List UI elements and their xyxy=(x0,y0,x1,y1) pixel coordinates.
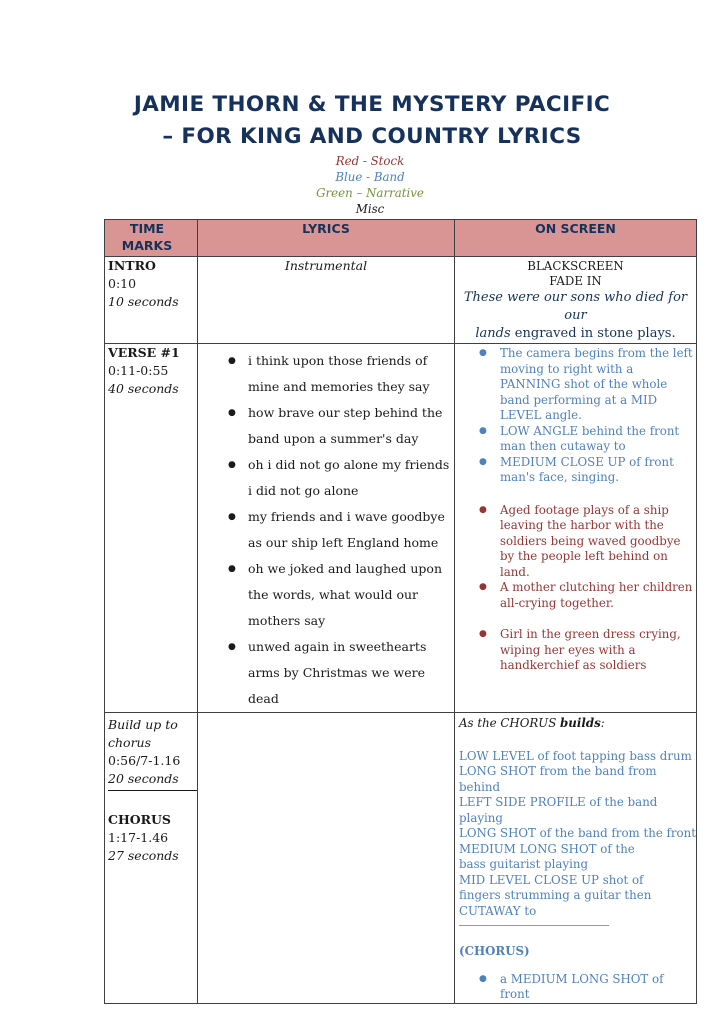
lyric-line: ● oh we joked and laughed upon the words, what would our mothers say xyxy=(228,556,454,634)
intro-screen-cell xyxy=(455,257,697,344)
legend-narrative: Green – Narrative xyxy=(316,186,424,200)
shot-line: MID LEVEL CLOSE UP shot of fingers strumming a guitar then CUTAWAY to xyxy=(459,872,652,918)
lyric-line: ● oh i did not go alone my friends i did not go alone xyxy=(228,452,454,504)
lyric-line: ● unwed again in sweethearts arms by Christmas we were dead xyxy=(228,634,454,712)
buildup-screen-cell xyxy=(455,713,697,1004)
verse1-time: 0:11-0:55 xyxy=(108,363,169,378)
intro-time: 0:10 xyxy=(108,276,137,291)
verse1-label: VERSE #1 xyxy=(108,345,180,360)
document-title xyxy=(100,89,644,153)
shot-line: LONG SHOT from the band from behind xyxy=(459,764,657,794)
shot-line: LEFT SIDE PROFILE of the band playing xyxy=(459,795,658,825)
buildup-duration: 20 seconds xyxy=(108,771,179,786)
intro-lyrics-cell xyxy=(198,257,455,344)
shot-line: LONG SHOT of the band from the front xyxy=(459,826,696,840)
buildup-label: Build up to chorus xyxy=(108,717,178,750)
table-header-row xyxy=(105,220,697,257)
intro-blackscreen: BLACKSCREEN xyxy=(527,259,624,273)
cell-divider xyxy=(108,790,198,791)
lyric-line: ● how brave our step behind the band upon a summer's day xyxy=(228,400,454,452)
chorus-duration: 27 seconds xyxy=(108,848,179,863)
shot-item: ● Girl in the green dress crying, wiping her eyes with a handkerchief as soldiers xyxy=(479,627,696,674)
intro-narration: These were our sons who died for our lands engraved in stone plays. xyxy=(463,290,688,341)
buildup-time: 0:56/7-1.16 xyxy=(108,753,181,768)
shot-line: MEDIUM LONG SHOT of the bass guitarist playing xyxy=(459,841,635,871)
legend-misc: Misc xyxy=(355,202,385,216)
shot-item: ● a MEDIUM LONG SHOT of front xyxy=(479,972,696,1003)
title-line-1: JAMIE THORN & THE MYSTERY PACIFIC xyxy=(133,92,611,117)
intro-label: INTRO xyxy=(108,258,156,273)
buildup-time-cell xyxy=(105,713,198,1004)
chorus-heading: (CHORUS) xyxy=(459,944,530,958)
shot-line: LOW LEVEL of foot tapping bass drum xyxy=(459,748,692,763)
table-row-verse-1 xyxy=(105,344,697,713)
header-lyrics: LYRICS xyxy=(198,220,455,257)
title-line-2: – FOR KING AND COUNTRY LYRICS xyxy=(162,124,582,149)
verse1-screen-cell xyxy=(455,344,697,713)
legend-stock: Red - Stock xyxy=(335,154,405,168)
chorus-label: CHORUS xyxy=(108,812,171,827)
verse1-time-cell xyxy=(105,344,198,713)
shot-item: ● A mother clutching her children all-crying together. xyxy=(479,580,696,611)
shot-item: ● Aged footage plays of a ship leaving the harbor with the soldiers being waved goodbye by the people left behind on land. xyxy=(479,503,696,581)
header-time-marks: TIME MARKS xyxy=(105,220,198,257)
shot-item: ● The camera begins from the left moving to right with a PANNING shot of the whole band performing at a MID LEVEL angle. xyxy=(479,346,696,424)
intro-time-cell xyxy=(105,257,198,344)
verse1-duration: 40 seconds xyxy=(108,381,179,396)
buildup-lyrics-cell xyxy=(198,713,455,1004)
lyric-line: ● my friends and i wave goodbye as our ship left England home xyxy=(228,504,454,556)
intro-duration: 10 seconds xyxy=(108,294,179,309)
table-row-intro xyxy=(105,257,697,344)
blank-underline xyxy=(459,925,609,926)
intro-lyrics: Instrumental xyxy=(284,258,368,273)
chorus-time: 1:17-1.46 xyxy=(108,830,169,845)
table-row-buildup xyxy=(105,713,697,1004)
storyboard-table xyxy=(104,219,697,1004)
color-legend xyxy=(240,153,500,217)
shot-item: ● LOW ANGLE behind the front man then cutaway to xyxy=(479,424,696,455)
buildup-intro: As the CHORUS builds: xyxy=(459,716,605,730)
buildup-shot-list xyxy=(459,749,696,927)
header-on-screen: ON SCREEN xyxy=(455,220,697,257)
verse1-lyrics-cell xyxy=(198,344,455,713)
legend-band: Blue - Band xyxy=(335,170,405,184)
shot-item: ● MEDIUM CLOSE UP of front man's face, singing. xyxy=(479,455,696,486)
intro-fade-in: FADE IN xyxy=(549,274,602,288)
lyric-line: ● i think upon those friends of mine and memories they say xyxy=(228,348,454,400)
